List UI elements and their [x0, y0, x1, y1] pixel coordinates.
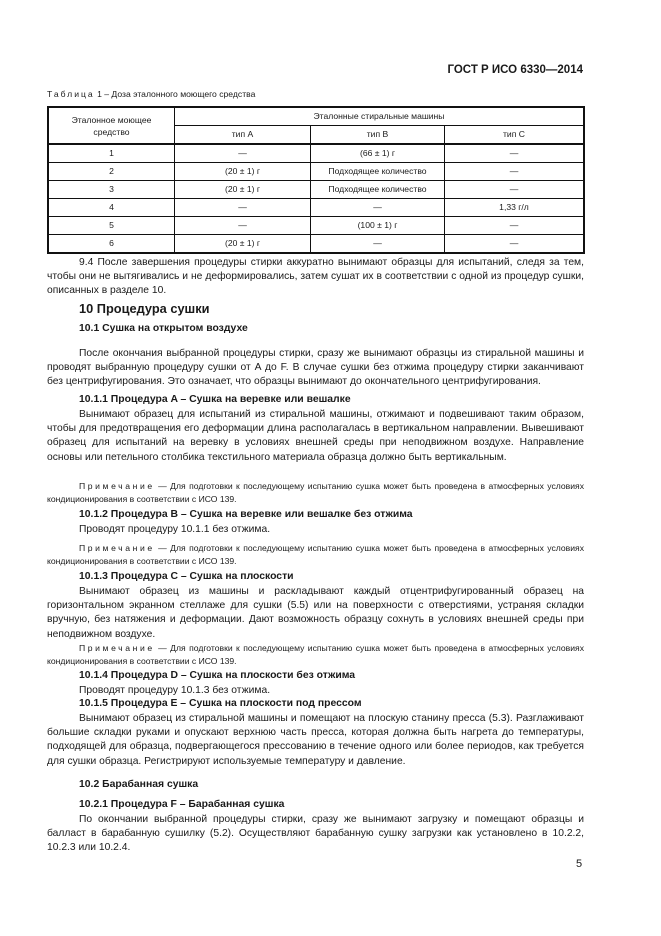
- cell-detergent: 3: [48, 181, 175, 199]
- table-row: [48, 144, 584, 163]
- note-10-1-3: [47, 642, 584, 668]
- heading-10-1: 10.1 Сушка на открытом воздухе: [79, 323, 248, 334]
- paragraph-9-4: 9.4 После завершения процедуры стирки аккуратно вынимают образцы для испытаний, следя за тем, чтобы они не вытягивались и не деформировались, затем сушат их в соответствии с одной из процедур сушки, описанных в разделе 10.: [47, 257, 584, 297]
- cell-type-a: (20 ± 1) г: [175, 181, 311, 199]
- heading-10-1-4: 10.1.4 Процедура D – Сушка на плоскости без отжима: [79, 670, 356, 681]
- paragraph-10-1-2: Проводят процедуру 10.1.1 без отжима.: [79, 524, 271, 535]
- cell-type-c: —: [445, 235, 585, 254]
- table-row: [48, 217, 584, 235]
- heading-10-1-3: 10.1.3 Процедура C – Сушка на плоскости: [79, 571, 294, 582]
- table-row: [48, 163, 584, 181]
- standard-code-header: ГОСТ Р ИСО 6330—2014: [447, 64, 583, 76]
- cell-type-b: —: [311, 199, 445, 217]
- cell-type-b: —: [311, 235, 445, 254]
- cell-type-a: —: [175, 144, 311, 163]
- paragraph-10-1-3: Вынимают образец из машины и раскладывают каждый отцентрифугированный образец на горизонтальном экранном стеллаже для сушки (5.5) или на поверхности с отверстиями, устраняя складки вручную, без натяжения и деформации. Дают возможность образцу сохнуть в условиях внешней среды при неподвижном воздухе.: [47, 586, 584, 640]
- paragraph-10-1-4: Проводят процедуру 10.1.3 без отжима.: [79, 685, 271, 696]
- note-10-1-1: [47, 480, 584, 506]
- paragraph-10-2-1: По окончании выбранной процедуры стирки, сразу же вынимают загрузку и помещают образцы и балласт в барабанную сушилку (5.2). Осуществляют барабанную сушку загрузки как установлено в 10.2.2, 10.2.3 или 10.2.4.: [47, 814, 584, 854]
- cell-type-a: —: [175, 199, 311, 217]
- heading-10-1-5: 10.1.5 Процедура E – Сушка на плоскости под прессом: [79, 698, 362, 709]
- cell-type-b: (100 ± 1) г: [311, 217, 445, 235]
- table-caption-text: 1 – Доза эталонного моющего средства: [94, 89, 256, 99]
- section-heading-10: 10 Процедура сушки: [79, 301, 210, 316]
- paragraph-10-1-5: Вынимают образец из стиральной машины и помещают на плоскую станину пресса (5.3). Разглаживают большие складки руками и опускают верхнюю часть пресса, которая должна быть нагрета до температуры, подходящей для образца, подвергающегося прессованию в течение одного или более периодов, как требуется для сушки образца. Регистрируют используемые температуру и давление.: [47, 713, 584, 767]
- cell-detergent: 5: [48, 217, 175, 235]
- page-number: 5: [576, 858, 583, 870]
- header-type-a: тип A: [175, 126, 311, 145]
- note-text: — Для подготовки к последующему испытанию сушка может быть проведена в атмосферных условиях кондиционирования в соответствии с ИСО 139.: [47, 643, 584, 666]
- table-row: [48, 199, 584, 217]
- heading-10-2: 10.2 Барабанная сушка: [79, 779, 199, 790]
- cell-detergent: 1: [48, 144, 175, 163]
- header-type-c: тип C: [445, 126, 585, 145]
- heading-10-1-2: 10.1.2 Процедура B – Сушка на веревке или вешалке без отжима: [79, 509, 413, 520]
- detergent-dose-table: [47, 106, 585, 254]
- cell-type-c: —: [445, 181, 585, 199]
- cell-type-c: —: [445, 217, 585, 235]
- header-reference-machines: Эталонные стиральные машины: [175, 107, 585, 126]
- note-10-1-2: [47, 542, 584, 568]
- header-type-b: тип B: [311, 126, 445, 145]
- cell-type-a: (20 ± 1) г: [175, 163, 311, 181]
- cell-type-b: Подходящее количество: [311, 163, 445, 181]
- note-label: Примечание: [79, 543, 155, 553]
- cell-type-c: 1,33 г/л: [445, 199, 585, 217]
- note-text: — Для подготовки к последующему испытанию сушка может быть проведена в атмосферных условиях кондиционирования в соответствии с ИСО 139.: [47, 543, 584, 566]
- note-text: — Для подготовки к последующему испытанию сушка может быть проведена в атмосферных условиях кондиционирования в соответствии с ИСО 139.: [47, 481, 584, 504]
- note-label: Примечание: [79, 643, 155, 653]
- cell-type-c: —: [445, 144, 585, 163]
- cell-type-a: —: [175, 217, 311, 235]
- note-label: Примечание: [79, 481, 155, 491]
- header-reference-detergent: Эталонное моющее средство: [48, 107, 175, 144]
- cell-type-b: (66 ± 1) г: [311, 144, 445, 163]
- table-row: [48, 235, 584, 254]
- table-caption: [47, 89, 255, 99]
- cell-type-a: (20 ± 1) г: [175, 235, 311, 254]
- table-row: [48, 181, 584, 199]
- heading-10-2-1: 10.2.1 Процедура F – Барабанная сушка: [79, 799, 285, 810]
- cell-detergent: 2: [48, 163, 175, 181]
- heading-10-1-1: 10.1.1 Процедура A – Сушка на веревке или вешалке: [79, 394, 351, 405]
- cell-type-c: —: [445, 163, 585, 181]
- paragraph-10-1: После окончания выбранной процедуры стирки, сразу же вынимают образцы из стиральной машины и проводят выбранную процедуру сушки от A до F. В случае сушки без отжима процедуру стирки заканчивают без центрифугирования. Это означает, что образцы вынимают до окончательного центрифугирования.: [47, 348, 584, 388]
- cell-type-b: Подходящее количество: [311, 181, 445, 199]
- paragraph-10-1-1: Вынимают образец для испытаний из стиральной машины, отжимают и подвешивают таким образом, чтобы для предотвращения его деформации длина располагалась в вертикальном направлении. Вывешивают образец для испытаний на веревку в условиях внешней среды при неподвижном воздухе. Направление основы или петельного столбика текстильного материала образца должно быть вертикальным.: [47, 409, 584, 463]
- cell-detergent: 6: [48, 235, 175, 254]
- cell-detergent: 4: [48, 199, 175, 217]
- table-caption-label: Таблица: [47, 89, 95, 99]
